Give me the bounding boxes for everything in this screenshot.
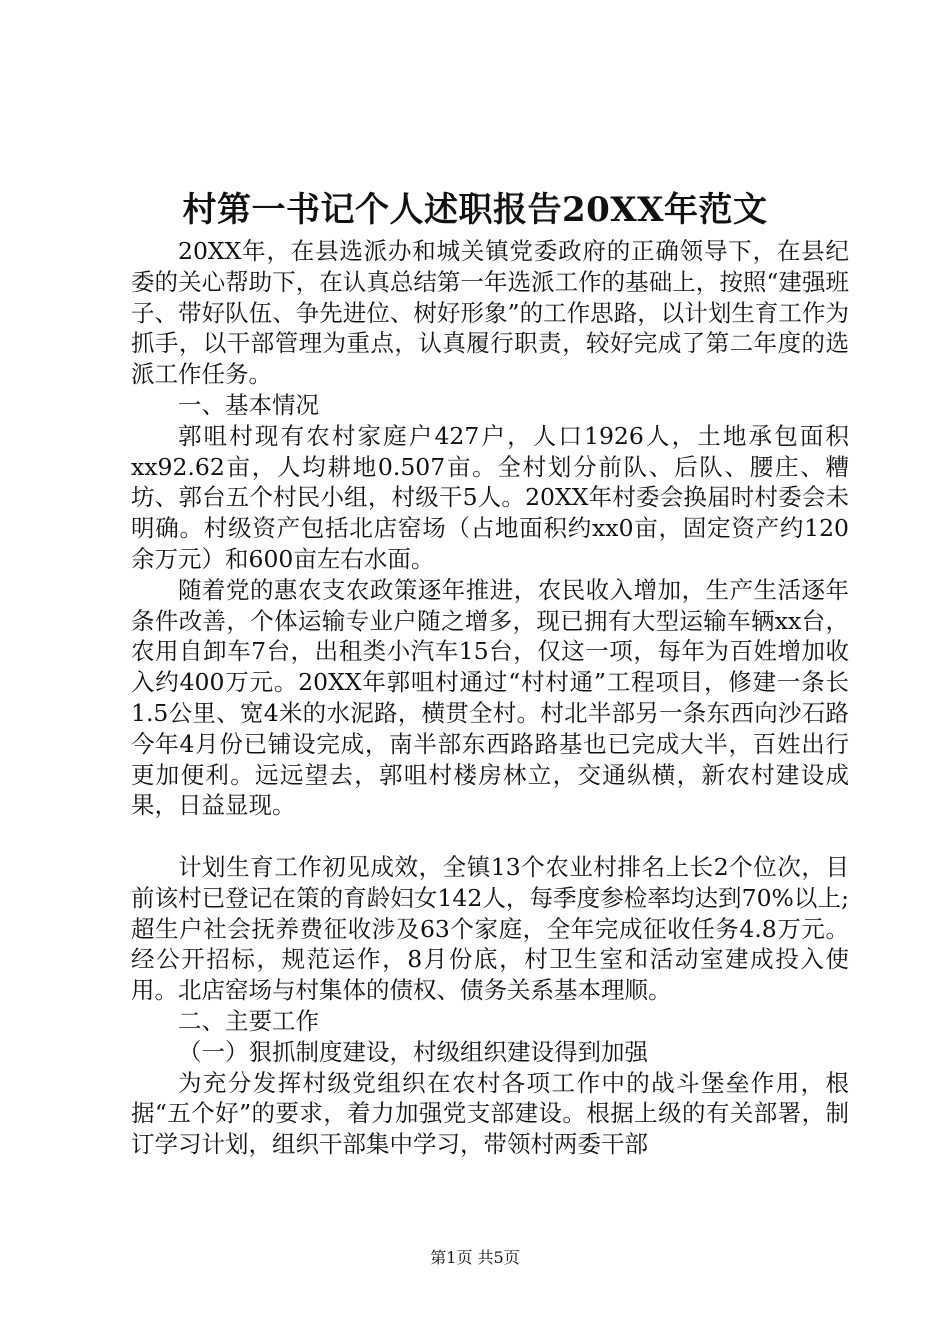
paragraph-intro: 20XX年，在县选派办和城关镇党委政府的正确领导下，在县纪委的关心帮助下，在认真总结第一年选派工作的基础上，按照“建强班子、带好队伍、争先进位、树好形象”的工作思路，以计划生育工作为抓手，以干部管理为重点，认真履行职责，较好完成了第二年度的选派工作任务。 (131, 237, 849, 389)
subsection-heading-system-building: （一）狠抓制度建设，村级组织建设得到加强 (178, 1037, 648, 1066)
section-heading-basic-situation: 一、基本情况 (178, 390, 319, 419)
paragraph-party-building: 为充分发挥村级党组织在农村各项工作中的战斗堡垒作用，根据“五个好”的要求，着力加强党支部建设。根据上级的有关部署，制订学习计划，组织干部集中学习，带领村两委干部 (131, 1068, 849, 1159)
section-heading-main-work: 二、主要工作 (178, 1006, 319, 1035)
paragraph-family-planning: 计划生育工作初见成效，全镇13个农业村排名上长2个位次，目前该村已登记在策的育龄妇女142人，每季度参检率均达到70%以上;超生户社会抚养费征收涉及63个家庭，全年完成征收任务4.8万元。经公开招标，规范运作，8月份底，村卫生室和活动室建成投入使用。北店窑场与村集体的债权、债务关系基本理顺。 (131, 852, 849, 1005)
document-body (131, 236, 849, 1160)
page-number-footer: 第1页 共5页 (430, 1248, 520, 1267)
paragraph-income-roads: 随着党的惠农支农政策逐年推进，农民收入增加，生产生活逐年条件改善，个体运输专业户随之增多，现已拥有大型运输车辆xx台，农用自卸车7台，出租类小汽车15台，仅这一项，每年为百姓增加收入约400万元。20XX年郭咀村通过“村村通”工程项目，修建一条长1.5公里、宽4米的水泥路，横贯全村。村北半部另一条东西向沙石路今年4月份已铺设完成，南半部东西路路基也已完成大半，百姓出行更加便利。远远望去，郭咀村楼房林立，交通纵横，新农村建设成果，日益显现。 (131, 575, 849, 820)
paragraph-village-overview: 郭咀村现有农村家庭户427户，人口1926人，土地承包面积xx92.62亩，人均耕地0.507亩。全村划分前队、后队、腰庄、糟坊、郭台五个村民小组，村级干5人。20XX年村委会换届时村委会未明确。村级资产包括北店窑场（占地面积约xx0亩，固定资产约120余万元）和600亩左右水面。 (131, 421, 849, 573)
document-title: 村第一书记个人述职报告20XX年范文 (182, 190, 768, 230)
